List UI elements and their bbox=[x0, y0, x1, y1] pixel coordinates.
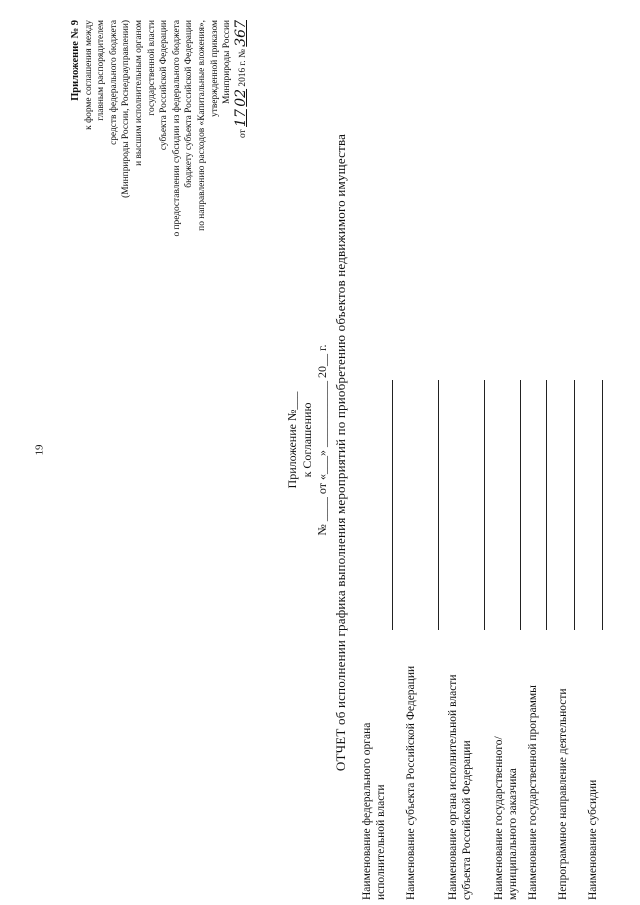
field-input-line[interactable] bbox=[574, 380, 575, 630]
agreement-appendix-title: Приложение №___ bbox=[285, 391, 299, 489]
field-label: Наименование федерального органа исполнительной власти bbox=[361, 722, 387, 900]
agreement-appendix-number: № ____ от «___» ___________ 20__ г. bbox=[315, 344, 329, 536]
field-row bbox=[446, 380, 492, 900]
field-input-line[interactable] bbox=[438, 380, 439, 630]
page-number: 19 bbox=[33, 444, 46, 456]
field-row bbox=[526, 380, 556, 900]
field-row bbox=[492, 380, 526, 900]
appendix-9-line: средств федерального бюджета bbox=[108, 20, 119, 145]
appendix-9-line: бюджету субъекта Российской Федерации bbox=[184, 20, 195, 188]
appendix-9-line: государственной власти bbox=[146, 20, 157, 116]
signature-day: 17 bbox=[232, 109, 249, 127]
order-signature bbox=[232, 20, 250, 340]
appendix-9-line: и высшим исполнительным органом bbox=[133, 20, 144, 166]
signature-month: 02 bbox=[232, 88, 249, 107]
appendix-9-line: о предоставлении субсидии из федерального бюджета bbox=[171, 20, 182, 237]
signature-number: 367 bbox=[232, 20, 249, 47]
field-label: Наименование органа исполнительной власти субъекта Российской Федерации bbox=[447, 674, 473, 900]
appendix-9-line: к форме соглашения между bbox=[83, 20, 94, 130]
agreement-appendix-subtitle: к Соглашению bbox=[300, 402, 314, 478]
report-title: ОТЧЕТ об исполнении графика выполнения мероприятий по приобретению объектов недвижимого имущества bbox=[333, 133, 348, 772]
field-input-line[interactable] bbox=[546, 380, 547, 630]
field-row bbox=[404, 380, 446, 900]
appendix-9-block bbox=[70, 20, 249, 340]
appendix-9-line: (Минприроды России, Роснедрауправлении) bbox=[121, 20, 132, 198]
appendix-9-line: утвержденной приказом bbox=[209, 20, 220, 117]
appendix-9-title: Приложение № 9 bbox=[70, 20, 81, 101]
field-input-line[interactable] bbox=[484, 380, 485, 630]
field-label: Наименование государственного/муниципального заказчика bbox=[493, 736, 519, 900]
field-label: Наименование субъекта Российской Федерации bbox=[405, 665, 417, 900]
field-input-line[interactable] bbox=[392, 380, 393, 630]
field-row bbox=[360, 380, 404, 900]
appendix-9-line: Минприроды России bbox=[222, 20, 233, 104]
field-input-line[interactable] bbox=[602, 380, 603, 630]
appendix-9-line: главным распорядителем bbox=[96, 20, 107, 121]
field-label: Непрограммное направление деятельности bbox=[557, 688, 569, 900]
signature-year: 2016 г. № bbox=[237, 49, 248, 87]
field-input-line[interactable] bbox=[520, 380, 521, 630]
field-label: Наименование субсидии bbox=[587, 779, 599, 900]
appendix-9-line: субъекта Российской Федерации bbox=[159, 20, 170, 151]
agreement-appendix-block bbox=[285, 325, 330, 555]
field-row bbox=[556, 380, 586, 900]
field-label: Наименование государственной программы bbox=[527, 685, 539, 900]
signature-prefix: от bbox=[237, 129, 248, 138]
appendix-9-line: по направлению расходов «Капитальные вложения», bbox=[196, 20, 207, 231]
field-row bbox=[586, 380, 616, 900]
